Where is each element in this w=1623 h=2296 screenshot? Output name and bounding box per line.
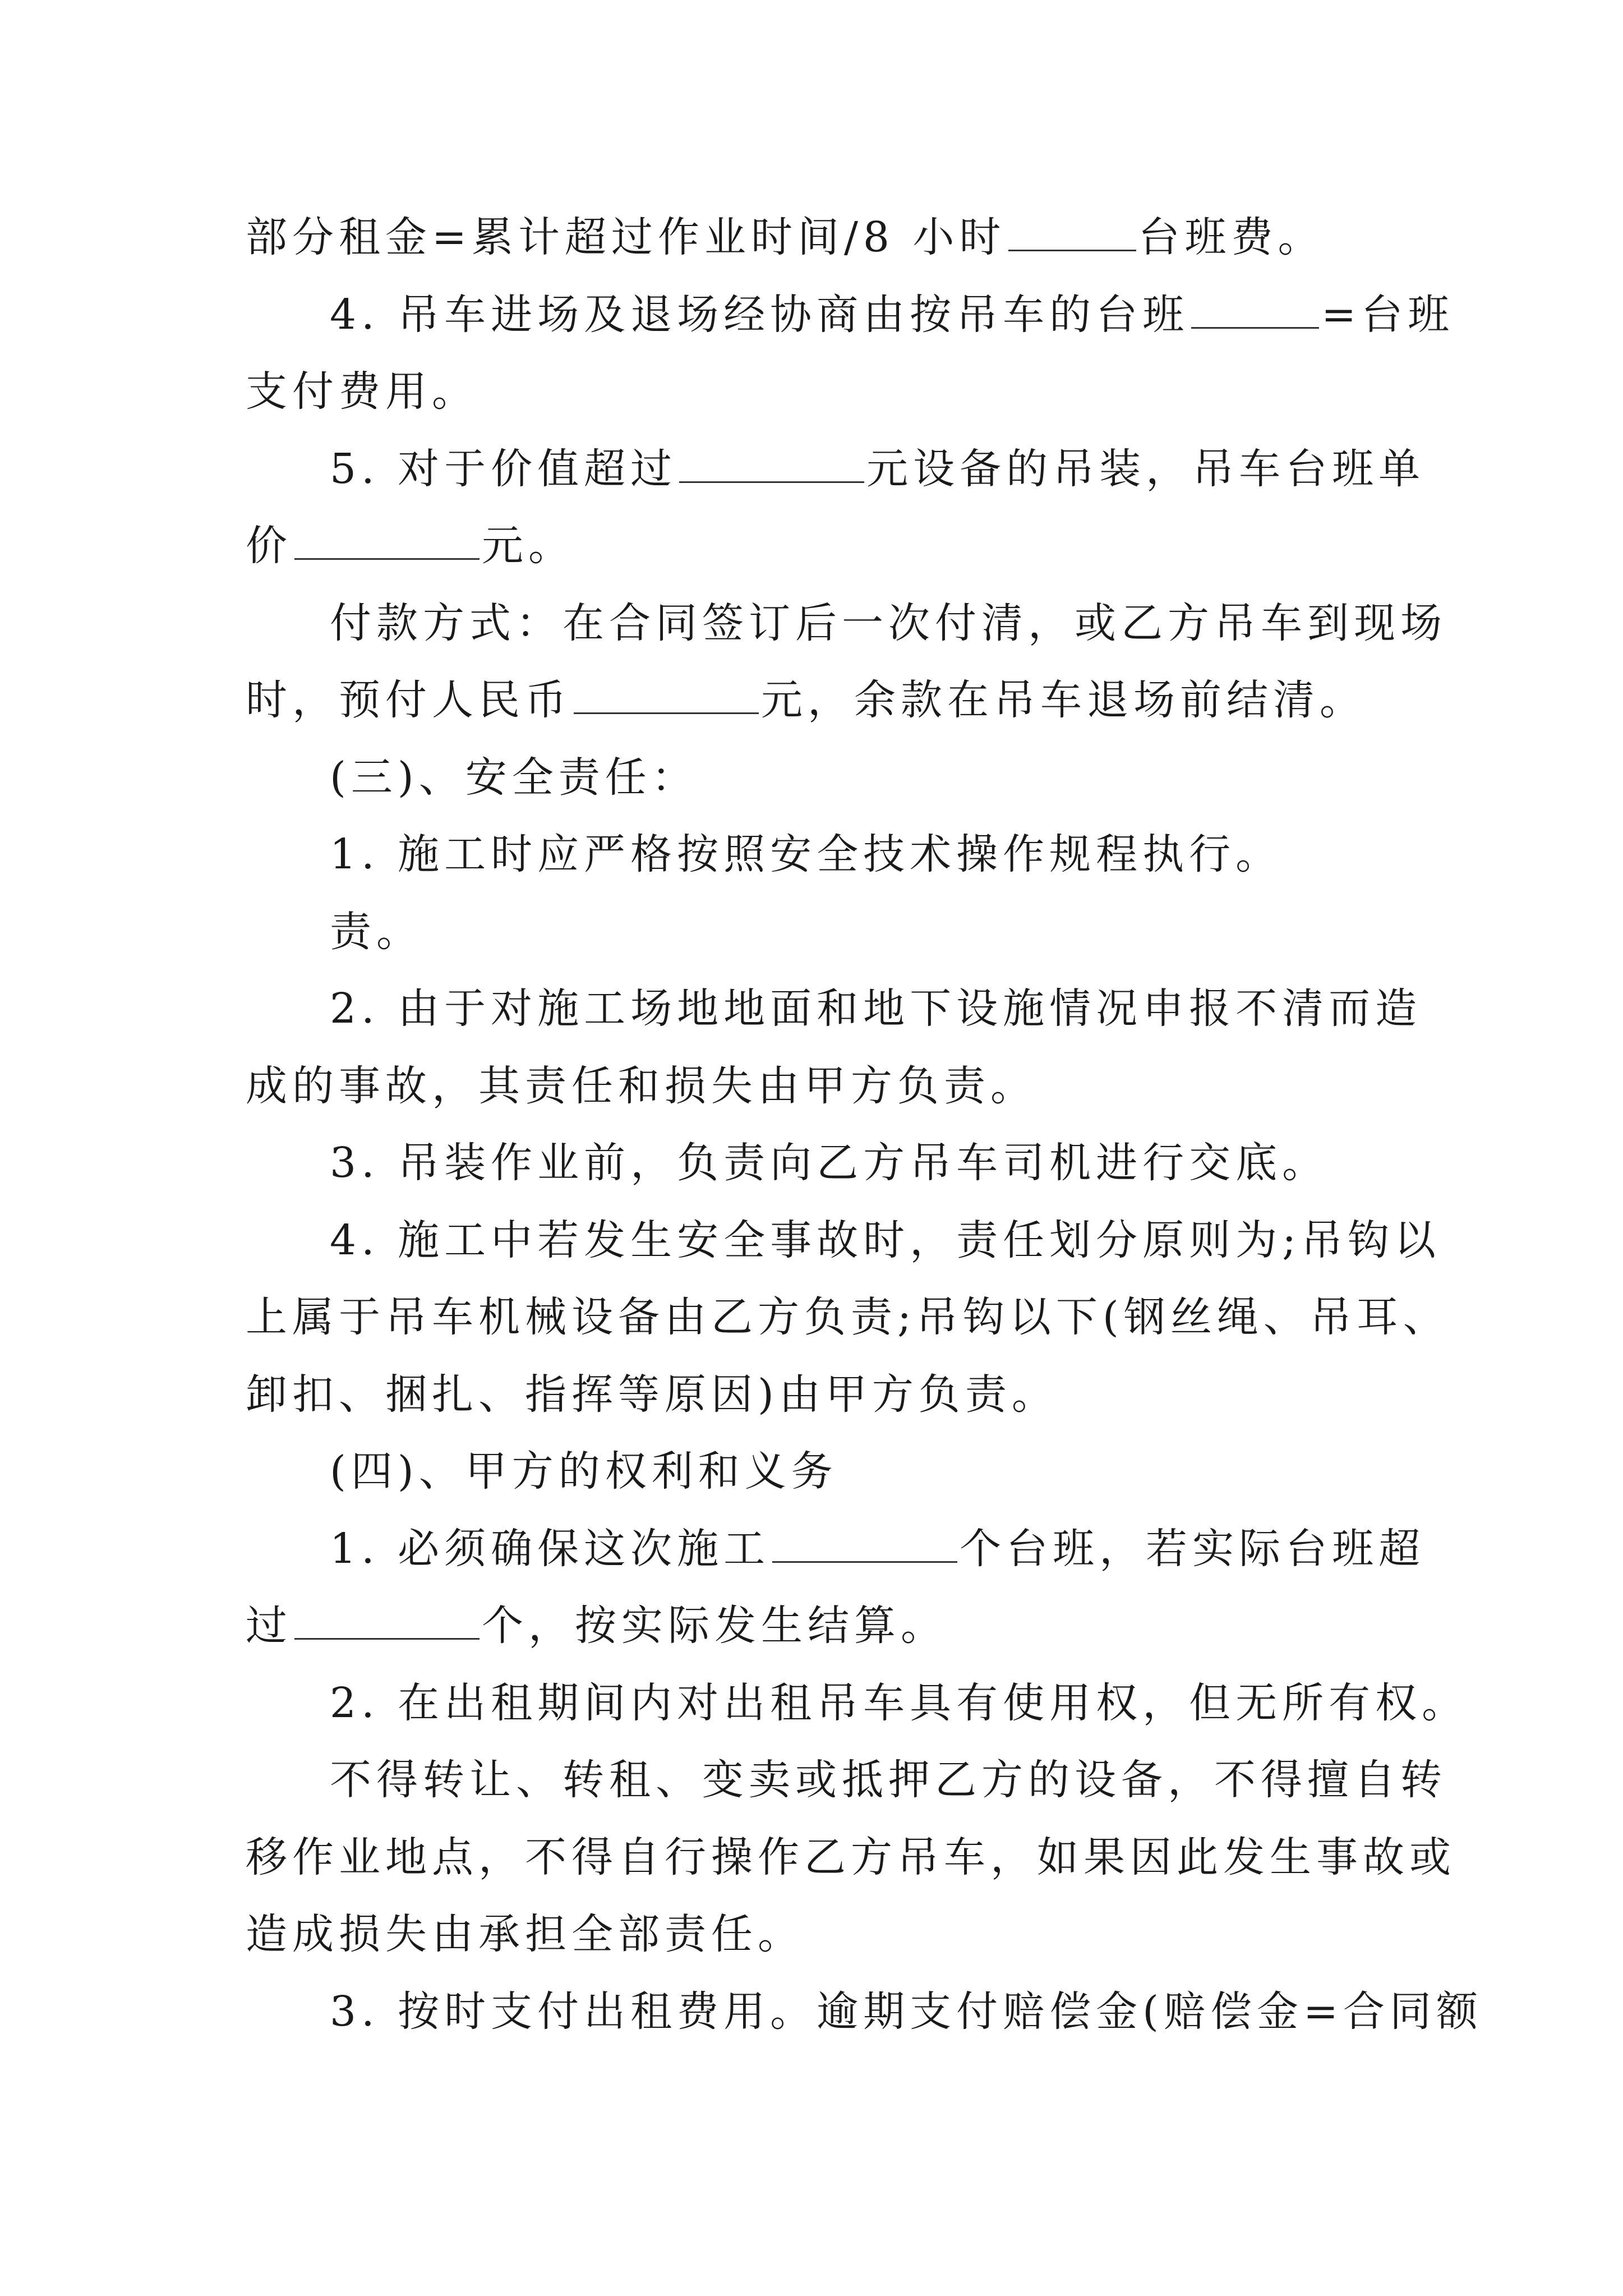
text-segment: 元，余款在吊车退场前结清。 xyxy=(761,676,1366,724)
text-line xyxy=(246,1202,1441,1280)
text-segment: 元。 xyxy=(482,522,575,570)
text-line xyxy=(246,1356,1390,1434)
text-segment: 5. 对于价值超过 xyxy=(330,444,677,493)
fill-blank[interactable] xyxy=(294,1601,479,1640)
fill-blank[interactable] xyxy=(1008,213,1136,251)
text-segment: 3. 按时支付出租费用。逾期支付赔偿金(赔偿金=合同额 xyxy=(330,1987,1483,2036)
text-segment: 上属于吊车机械设备由乙方负责;吊钩以下(钢丝绳、吊耳、 xyxy=(246,1293,1450,1341)
text-segment: 台班费。 xyxy=(1138,213,1325,261)
text-line xyxy=(246,585,1447,662)
section-heading xyxy=(246,739,1390,817)
text-line xyxy=(246,353,1390,431)
text-line xyxy=(246,1819,1456,1897)
text-segment: 个台班，若实际台班超 xyxy=(960,1524,1426,1573)
text-segment: 成的事故，其责任和损失由甲方负责。 xyxy=(246,1061,1037,1110)
text-segment: 部分租金=累计超过作业时间/8 小时 xyxy=(246,213,1006,261)
text-line xyxy=(246,199,1390,277)
text-segment: 卸扣、捆扎、指挥等原因)由甲方负责。 xyxy=(246,1370,1058,1419)
text-segment: =台班 xyxy=(1321,290,1455,339)
text-segment: 个，按实际发生结算。 xyxy=(482,1602,947,1650)
text-line xyxy=(246,1665,1469,1742)
text-line xyxy=(246,1511,1426,1588)
text-segment: 不得转让、转租、变卖或抵押乙方的设备，不得擅自转 xyxy=(330,1756,1447,1804)
text-segment: 支付费用。 xyxy=(246,367,478,416)
text-line xyxy=(246,1279,1450,1356)
fill-blank[interactable] xyxy=(1191,290,1319,329)
text-line xyxy=(246,662,1390,739)
text-segment: 时，预付人民币 xyxy=(246,676,571,724)
fill-blank[interactable] xyxy=(294,521,479,560)
fill-blank[interactable] xyxy=(574,675,759,714)
text-segment: 2. 由于对施工场地地面和地下设施情况申报不清而造 xyxy=(330,984,1422,1033)
text-line xyxy=(246,1973,1483,2051)
text-line xyxy=(246,1125,1390,1202)
text-segment: 过 xyxy=(246,1602,292,1650)
text-segment: 2. 在出租期间内对出租吊车具有使用权，但无所有权。 xyxy=(330,1678,1469,1727)
text-segment: 1. 必须确保这次施工 xyxy=(330,1524,771,1573)
fill-blank[interactable] xyxy=(679,444,864,483)
text-line xyxy=(246,431,1426,508)
text-segment: 价 xyxy=(246,522,292,570)
text-segment: 4. 吊车进场及退场经协商由按吊车的台班 xyxy=(330,290,1189,339)
text-segment: 移作业地点，不得自行操作乙方吊车，如果因此发生事故或 xyxy=(246,1833,1456,1881)
text-line xyxy=(246,894,1390,971)
text-line xyxy=(246,816,1390,894)
text-segment: 元设备的吊装，吊车台班单 xyxy=(866,444,1426,493)
text-line xyxy=(246,277,1455,354)
text-segment: 1. 施工时应严格按照安全技术操作规程执行。 xyxy=(330,830,1283,878)
text-line xyxy=(246,1742,1447,1819)
text-line xyxy=(246,1896,1390,1973)
text-segment: 4. 施工中若发生安全事故时，责任划分原则为;吊钩以 xyxy=(330,1216,1441,1264)
text-segment: 责。 xyxy=(330,907,423,956)
text-segment: (四)、甲方的权利和义务 xyxy=(330,1447,838,1496)
section-heading xyxy=(246,1433,1390,1511)
text-line xyxy=(246,1048,1390,1125)
fill-blank[interactable] xyxy=(772,1524,957,1563)
text-line xyxy=(246,508,1390,585)
text-line xyxy=(246,970,1422,1048)
text-segment: 3. 吊装作业前，负责向乙方吊车司机进行交底。 xyxy=(330,1139,1329,1187)
contract-page xyxy=(246,199,1483,2050)
text-line xyxy=(246,1588,1390,1665)
text-segment: 造成损失由承担全部责任。 xyxy=(246,1910,804,1958)
text-segment: (三)、安全责任： xyxy=(330,753,698,802)
text-segment: 付款方式：在合同签订后一次付清，或乙方吊车到现场 xyxy=(330,599,1447,647)
